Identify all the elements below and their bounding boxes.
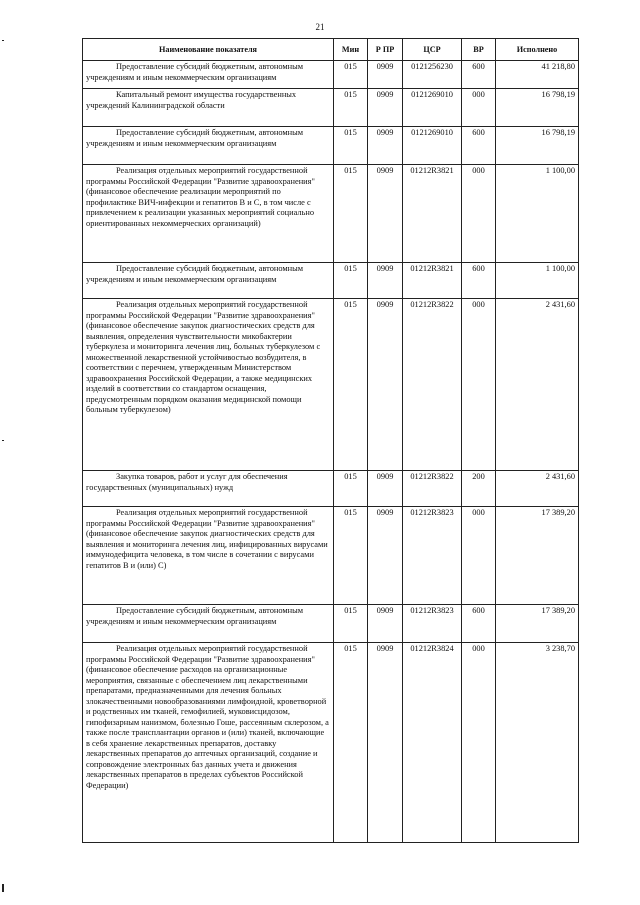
row-min: 015	[334, 299, 368, 471]
row-vr: 600	[462, 263, 496, 299]
row-csr: 01212R3821	[403, 165, 462, 263]
header-vr: ВР	[462, 39, 496, 61]
table-row	[83, 263, 579, 299]
row-csr: 01212R3823	[403, 507, 462, 605]
row-vr: 600	[462, 605, 496, 643]
row-name: Закупка товаров, работ и услуг для обеспечения государственных (муниципальных) нужд	[83, 471, 334, 507]
table-header-row	[83, 39, 579, 61]
row-name: Предоставление субсидий бюджетным, автономным учреждениям и иным некоммерческим организациям	[83, 61, 334, 89]
row-name: Реализация отдельных мероприятий государственной программы Российской Федерации "Развитие здравоохранения" (финансовое обеспечение закупок диагностических средств для выявления и мониторинга лечения лиц, инфицированных вирусами иммунодефицита человека, в том числе в сочетании с вирусами гепатитов В и (или) С)	[83, 507, 334, 605]
row-min: 015	[334, 643, 368, 843]
row-name: Реализация отдельных мероприятий государственной программы Российской Федерации "Развитие здравоохранения" (финансовое обеспечение закупок диагностических средств для выявления, определения чувствительности микобактерии туберкулеза и мониторинга лечения лиц, больных туберкулезом с множественной лекарственной устойчивостью возбудителя, в соответствии с перечнем, утвержденным Министерством здравоохранения Российской Федерации, а также медицинских изделий в соответствии со стандартом оснащения, предусмотренным порядком оказания медицинской помощи больным туберкулезом)	[83, 299, 334, 471]
row-csr: 0121269010	[403, 89, 462, 127]
row-csr: 01212R3824	[403, 643, 462, 843]
row-min: 015	[334, 89, 368, 127]
row-min: 015	[334, 127, 368, 165]
header-rpr: Р ПР	[368, 39, 403, 61]
row-done: 16 798,19	[496, 89, 579, 127]
row-vr: 000	[462, 299, 496, 471]
row-vr: 000	[462, 507, 496, 605]
row-rpr: 0909	[368, 471, 403, 507]
row-vr: 000	[462, 643, 496, 843]
row-name: Капитальный ремонт имущества государственных учреждений Калининградской области	[83, 89, 334, 127]
page-number: 21	[315, 22, 325, 32]
row-done: 17 389,20	[496, 507, 579, 605]
row-rpr: 0909	[368, 89, 403, 127]
row-csr: 0121269010	[403, 127, 462, 165]
row-min: 015	[334, 165, 368, 263]
row-done: 1 100,00	[496, 263, 579, 299]
header-csr: ЦСР	[403, 39, 462, 61]
row-rpr: 0909	[368, 127, 403, 165]
table-row	[83, 507, 579, 605]
header-min: Мин	[334, 39, 368, 61]
row-vr: 000	[462, 89, 496, 127]
margin-mark-bottom	[2, 884, 4, 892]
table-row	[83, 643, 579, 843]
row-min: 015	[334, 507, 368, 605]
row-csr: 0121256230	[403, 61, 462, 89]
row-vr: 600	[462, 127, 496, 165]
row-name: Реализация отдельных мероприятий государственной программы Российской Федерации "Развитие здравоохранения" (финансовое обеспечение реализации мероприятий по профилактике ВИЧ-инфекции и гепатитов В и С, в том числе с привлечением к реализации указанных мероприятий социально ориентированных некоммерческих организаций)	[83, 165, 334, 263]
row-min: 015	[334, 605, 368, 643]
row-done: 2 431,60	[496, 299, 579, 471]
row-rpr: 0909	[368, 605, 403, 643]
row-vr: 600	[462, 61, 496, 89]
row-done: 3 238,70	[496, 643, 579, 843]
header-name: Наименование показателя	[83, 39, 334, 61]
table-row	[83, 471, 579, 507]
row-done: 2 431,60	[496, 471, 579, 507]
row-min: 015	[334, 61, 368, 89]
row-csr: 01212R3822	[403, 299, 462, 471]
row-rpr: 0909	[368, 165, 403, 263]
table-row	[83, 89, 579, 127]
row-name: Реализация отдельных мероприятий государственной программы Российской Федерации "Развитие здравоохранения" (финансовое обеспечение расходов на организационные мероприятия, связанные с обеспечением лиц лекарственными препаратами, предназначенными для лечения больных злокачественными новообразованиями лимфоидной, кроветворной и родственных им тканей, гемофилией, муковисцидозом, гипофизарным нанизмом, болезнью Гоше, рассеянным склерозом, а также после трансплантации органов и (или) тканей, включающие в себя хранение лекарственных препаратов, доставку лекарственных препаратов до аптечных организаций, создание и сопровождение электронных баз данных учета и движения лекарственных препаратов в пределах субъектов Российской Федерации)	[83, 643, 334, 843]
row-name: Предоставление субсидий бюджетным, автономным учреждениям и иным некоммерческим организациям	[83, 605, 334, 643]
budget-execution-table	[82, 38, 579, 843]
header-done: Исполнено	[496, 39, 579, 61]
margin-mark-top	[2, 40, 4, 41]
row-rpr: 0909	[368, 507, 403, 605]
row-rpr: 0909	[368, 299, 403, 471]
row-csr: 01212R3821	[403, 263, 462, 299]
row-csr: 01212R3822	[403, 471, 462, 507]
row-done: 1 100,00	[496, 165, 579, 263]
row-rpr: 0909	[368, 61, 403, 89]
row-min: 015	[334, 263, 368, 299]
row-vr: 000	[462, 165, 496, 263]
table-row	[83, 605, 579, 643]
table-row	[83, 61, 579, 89]
row-done: 41 218,80	[496, 61, 579, 89]
table-row	[83, 165, 579, 263]
row-rpr: 0909	[368, 643, 403, 843]
margin-mark-middle	[2, 440, 4, 441]
row-name: Предоставление субсидий бюджетным, автономным учреждениям и иным некоммерческим организациям	[83, 127, 334, 165]
row-vr: 200	[462, 471, 496, 507]
row-csr: 01212R3823	[403, 605, 462, 643]
row-min: 015	[334, 471, 368, 507]
table-row	[83, 127, 579, 165]
row-done: 16 798,19	[496, 127, 579, 165]
row-name: Предоставление субсидий бюджетным, автономным учреждениям и иным некоммерческим организациям	[83, 263, 334, 299]
row-done: 17 389,20	[496, 605, 579, 643]
row-rpr: 0909	[368, 263, 403, 299]
table-row	[83, 299, 579, 471]
